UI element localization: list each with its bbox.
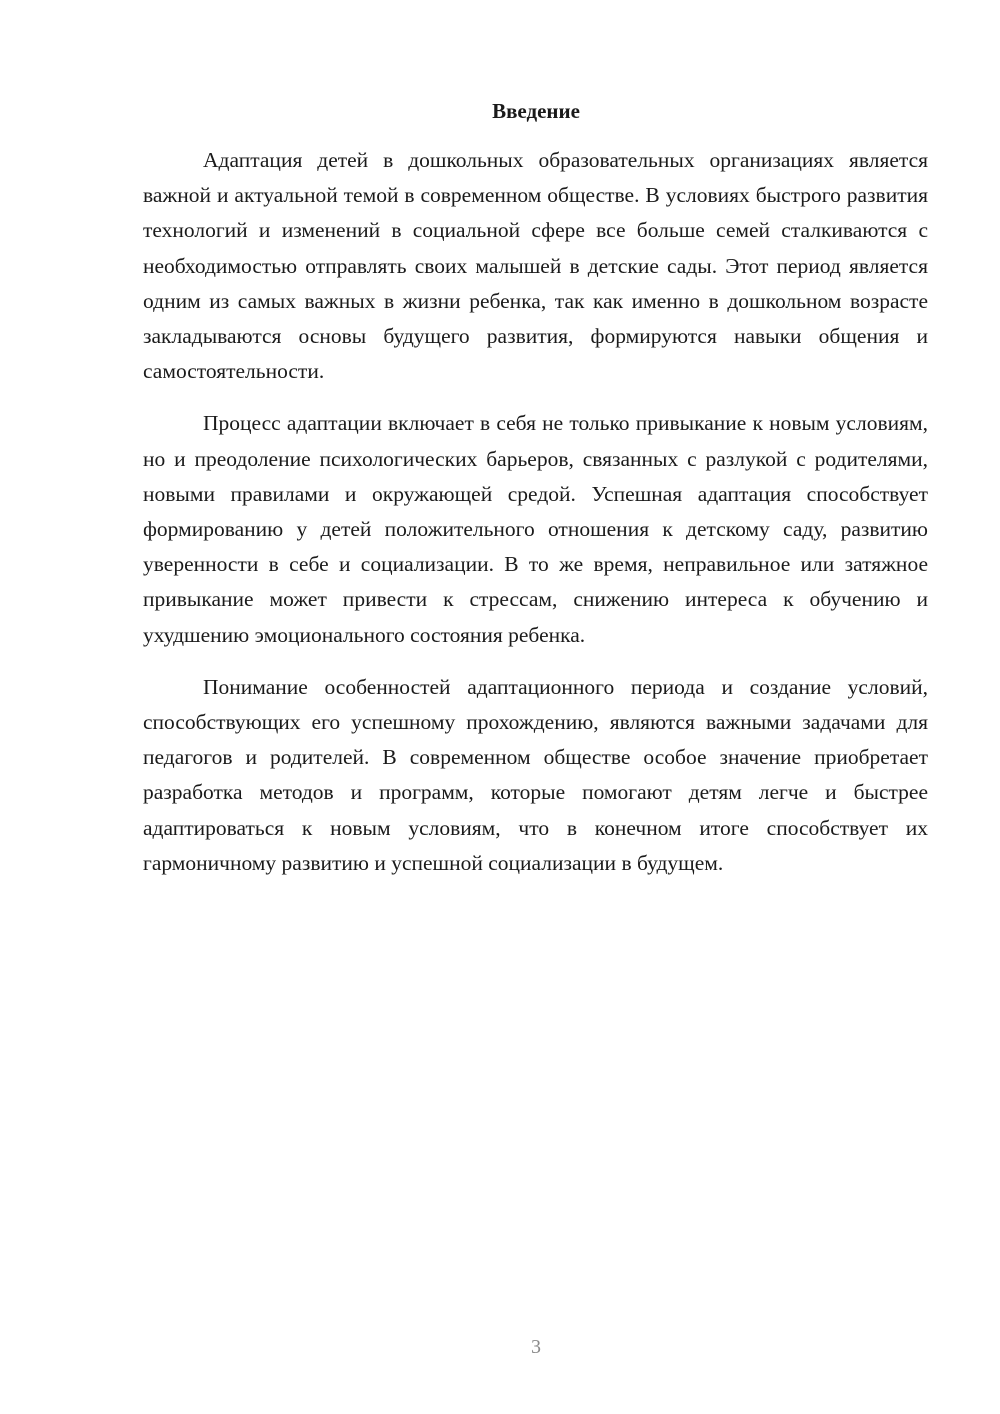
paragraph-1: Адаптация детей в дошкольных образовательных организациях является важной и актуальной темой в современном обществе. В условиях быстрого развития технологий и изменений в социальной сфере все больше семей сталкиваются с необходимостью отправлять своих малышей в детские сады. Этот период является одним из самых важных в жизни ребенка, так как именно в дошкольном возрасте закладываются основы будущего развития, формируются навыки общения и самостоятельности. — [143, 148, 928, 384]
section-heading: Введение — [492, 99, 580, 123]
paragraph-3: Понимание особенностей адаптационного периода и создание условий, способствующих его успешному прохождению, являются важными задачами для педагогов и родителей. В современном обществе особое значение приобретает разработка методов и программ, которые помогают детям легче и быстрее адаптироваться к новым условиям, что в конечном итоге способствует их гармоничному развитию и успешной социализации в будущем. — [143, 674, 928, 875]
paragraph-2: Процесс адаптации включает в себя не только привыкание к новым условиям, но и преодоление психологических барьеров, связанных с разлукой с родителями, новыми правилами и окружающей средой. Успешная адаптация способствует формированию у детей положительного отношения к детскому саду, развитию уверенности в себе и социализации. В то же время, неправильное или затяжное привыкание может привести к стрессам, снижению интереса к обучению и ухудшению эмоционального состояния ребенка. — [143, 411, 928, 647]
page-number: 3 — [531, 1336, 541, 1358]
body-text — [143, 143, 928, 881]
